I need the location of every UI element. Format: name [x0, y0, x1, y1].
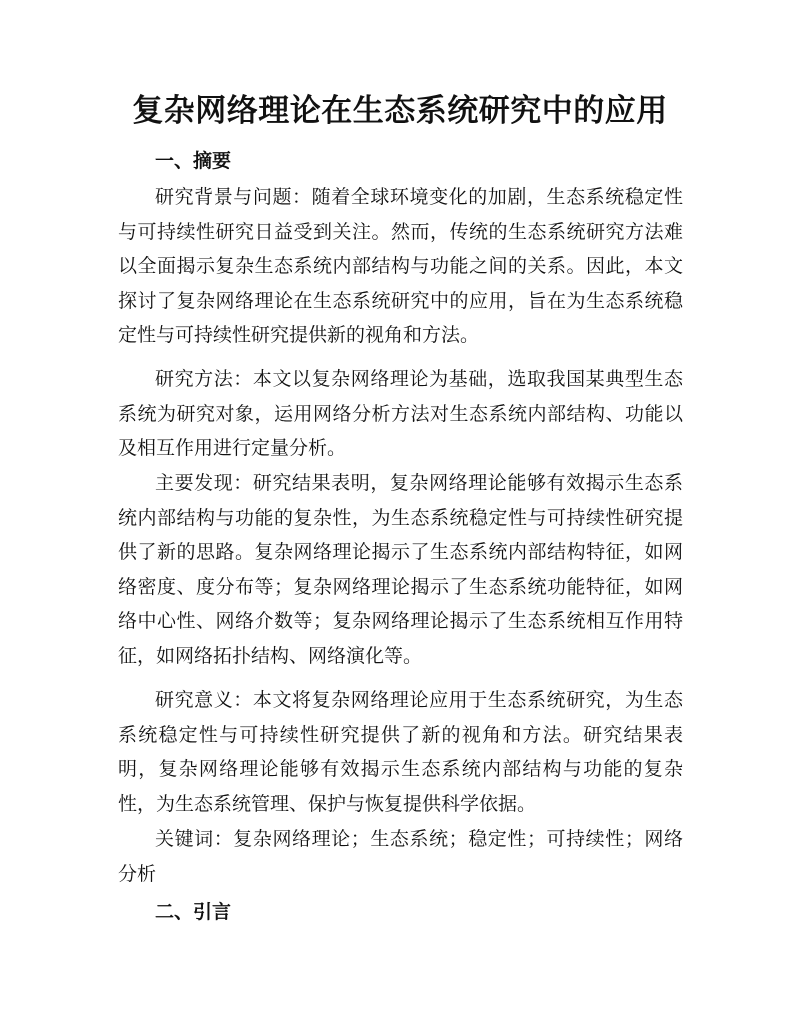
- section-heading-abstract: 一、摘要: [155, 150, 232, 172]
- section-heading-introduction: 二、引言: [155, 901, 232, 923]
- keywords-paragraph: 关键词：复杂网络理论；生态系统；稳定性；可持续性；网络分析: [118, 828, 683, 885]
- abstract-significance-paragraph: 研究意义：本文将复杂网络理论应用于生态系统研究，为生态系统稳定性与可持续性研究提供了新的视角和方法。研究结果表明，复杂网络理论能够有效揭示生态系统内部结构与功能的复杂性，为生态系统管理、保护与恢复提供科学依据。: [118, 689, 683, 815]
- abstract-findings-paragraph: 主要发现：研究结果表明，复杂网络理论能够有效揭示生态系统内部结构与功能的复杂性，为生态系统稳定性与可持续性研究提供了新的思路。复杂网络理论揭示了生态系统内部结构特征，如网络密度、度分布等；复杂网络理论揭示了生态系统功能特征，如网络中心性、网络介数等；复杂网络理论揭示了生态系统相互作用特征，如网络拓扑结构、网络演化等。: [118, 472, 683, 667]
- abstract-background-paragraph: 研究背景与问题：随着全球环境变化的加剧，生态系统稳定性与可持续性研究日益受到关注。然而，传统的生态系统研究方法难以全面揭示复杂生态系统内部结构与功能之间的关系。因此，本文探讨了复杂网络理论在生态系统研究中的应用，旨在为生态系统稳定性与可持续性研究提供新的视角和方法。: [118, 186, 683, 347]
- abstract-method-paragraph: 研究方法：本文以复杂网络理论为基础，选取我国某典型生态系统为研究对象，运用网络分析方法对生态系统内部结构、功能以及相互作用进行定量分析。: [118, 368, 683, 460]
- document-title: 复杂网络理论在生态系统研究中的应用: [132, 93, 668, 129]
